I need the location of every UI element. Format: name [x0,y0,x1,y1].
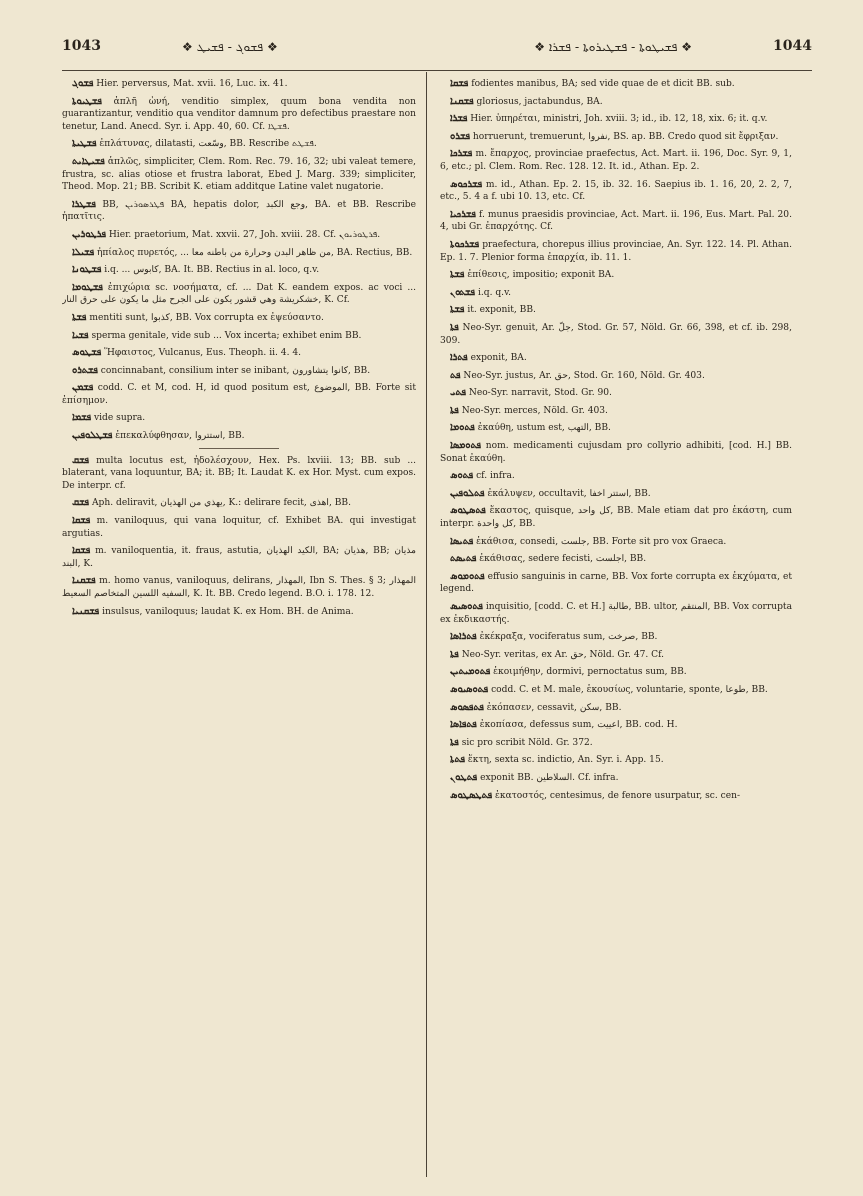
entry-definition: effusio sanguinis in carne, BB. Vox forte corrupta ex ἐκχύματα, et legend. [440,571,792,595]
dictionary-entry [62,497,416,510]
headword: ܦܫܛܝܘܬܐ [72,95,102,107]
headword: ܦܫܝܠܐ [72,246,95,258]
dictionary-entry [440,239,792,264]
headword: ܦܬܪܐܣܐ [450,631,477,643]
headword: ܦܬܘܡܣܐ [450,440,481,452]
entry-definition: ἐπιχώρια sc. νοσήματα, cf. ... Dat K. eandem expos. ac voci ... خشكريشة وهي قشور يكون على الجرح مثل ما يكون على حرق النار, K. Cf. [62,282,416,306]
entry-definition: Hier. perversus, Mat. xvii. 16, Luc. ix. 41. [96,79,288,89]
entry-definition: BB, ܦܛܪܣܘܪܝܢ BA, hepatis dolor, وجع الكبد, BA. et BB. Rescribe ἡπατῖτις. [62,199,416,223]
dictionary-entry [440,179,792,204]
dictionary-entry [440,405,792,418]
dictionary-entry [62,78,416,91]
headword: ܦܫܝܐ [72,329,89,341]
entry-definition: ἕκαστος, quisque, كل واحد, BB. Male etiam dat pro ἑκάστη, cum interpr. كل واحدة, BB. [440,506,792,530]
headword: ܦܫܩܢܐ [450,95,474,107]
dictionary-entry [440,352,792,365]
dictionary-entry [62,515,416,540]
dictionary-entry [440,601,792,626]
dictionary-entry [440,631,792,644]
dictionary-entry [62,455,416,493]
headword: ܦܬܘܡܝܬܝܢ [450,666,491,678]
entry-definition: ἐκάθισας, sedere fecisti, اجلست, BB. [479,554,647,565]
dictionary-entry [440,131,792,144]
headword: ܦܬܐ [450,321,459,333]
running-head-left: ❖ ܦܫܘܓ - ܦܫܝܛ ❖ [182,40,278,54]
entry-definition: f. munus praesidis provinciae, Act. Mart. ii. 196, Eus. Mart. Pal. 20. 4, ubi Gr. ἐπαρχότης. Cf. [440,209,792,233]
dictionary-entry [440,571,792,596]
entry-definition: i.q. ... كابوس, BA. It. BB. Rectius in al. loco, q.v. [104,265,320,276]
headword: ܦܫܪܟܐ [450,148,473,160]
dictionary-entry [440,269,792,282]
entry-definition: sperma genitale, vide sub ... Vox incerta; exhibet enim BB. [91,330,362,341]
dictionary-entry [440,737,792,750]
running-head-right: ❖ ܦܫܝܛܘܬܐ - ܦܫܛܝܪܘܬܐ - ܦܫܪܐ ❖ [534,40,692,54]
entry-definition: multa locutus est, ἠδολέσχουν, Hex. Ps. lxviii. 13; BB. sub ... blaterant, vana loquuntur, BA; it. BB; It. Laudat K. ex Hor. Myst. cum expos. De interpr. cf. [62,455,416,491]
entry-definition: m. id., Athan. Ep. 2. 15, ib. 32. 16. Saepius ib. 1. 16, 20, 2. 2, 7, etc., 5. 4 a f. ubi 10. 13, etc. Cf. [440,179,792,203]
entry-definition: m. vaniloquentia, it. fraus, astutia, الكيد الهذيان, BA; هذيان, BB; مذيان البند, K. [62,546,416,569]
entry-definition: ἐκοπίασα, defessus sum, اعييت, BB. cod. H. [479,720,678,731]
headword: ܦܫܩܐ [72,515,91,527]
dictionary-entry [62,96,416,134]
dictionary-entry [62,347,416,360]
entry-definition: Aph. deliravit, يهذي من الهذيان, K.: delirare fecit, اهذى, BB. [91,498,351,509]
dictionary-entry [440,666,792,679]
entry-definition: ἐκαύθη, ustum est, التهب, BB. [477,423,611,434]
dictionary-entry [440,772,792,785]
page-header [62,38,812,62]
entry-definition: Neo-Syr. narravit, Stod. Gr. 90. [468,388,612,399]
entry-definition: ἐκάλυψεν, occultavit, استتر اخفا, BB. [487,488,651,499]
headword: ܦܫܛܠܘܦܝܢ [72,430,113,442]
page-number-right: 1044 [773,38,812,54]
headword: ܦܬܝܣܐ [450,535,474,547]
headword: ܦܬܛܣܛܘܣ [450,789,493,801]
dictionary-entry [440,649,792,662]
headword: ܦܫܩܢܐ [72,575,96,587]
headword: ܦܬܛܘܢ [450,771,478,783]
entry-definition: nom. medicamenti cujusdam pro collyrio adhibiti, [cod. H.] BB. Sonat ἐκαύθη. [440,441,792,464]
headword: ܦܬܘܣܝܣ [450,601,483,612]
headword: ܦܬܪܐ [450,352,468,364]
headword: ܦܬܘܣܝܘܣ [450,683,489,695]
dictionary-entry [62,282,416,307]
dictionary-entry [440,387,792,400]
entry-definition: Neo-Syr. genuit, Ar. جلّ, Stod. Gr. 57, Nöld. Gr. 66, 398, et cf. ib. 298, 309. [440,322,792,346]
headword: ܦܫܬܪܘ [72,364,98,376]
dictionary-entry [62,264,416,277]
entry-definition: ἐκοιμήθην, dormivi, pernoctatus sum, BB. [493,667,687,678]
headword: ܦܫܬܘܢ [450,286,476,298]
entry-definition: exponit BB. السلاطين. Cf. infra. [480,772,619,783]
dictionary-entry [62,229,416,242]
headword: ܦܫܪܟܘܬܐ [450,238,480,250]
dictionary-entry [440,553,792,566]
dictionary-entry [440,790,792,803]
entry-definition: it. exponit, BB. [467,305,536,316]
headword: ܦܫܪܟܝܐ [450,208,476,220]
headword: ܦܬܐ [450,736,459,748]
dictionary-entry [62,412,416,425]
entry-definition: Hier. praetorium, Mat. xxvii. 27, Joh. xviii. 28. Cf. ܦܪܛܘܪܝܘܢ. [108,229,381,240]
entry-definition: ἐκόπασεν, cessavit, سكن, BB. [486,702,622,713]
right-column [440,78,792,1173]
entry-definition: vide supra. [94,413,146,424]
entry-definition: codd. C. et M. male, ἑκουσίως, voluntarie, sponte, طوعا, BB. [491,684,768,695]
headword: ܦܬ [450,369,461,381]
dictionary-entry [62,330,416,343]
dictionary-entry [62,138,416,151]
entry-definition: fodientes manibus, BA; sed vide quae de et dicit BB. sub. [471,79,735,89]
headword: ܦܫܝܛܐܝܬ [72,155,105,167]
headword: ܦܬܘܡܐ [450,422,475,434]
headword: ܦܬܦܣܘܣ [450,701,484,713]
headword: ܦܫܪܐ [450,113,468,125]
entry-definition: ἐκάθισα, consedi, جلست, BB. Forte sit pro vox Graeca. [476,536,727,547]
headword: ܦܬܝ [450,387,466,399]
headword: ܦܬܘܡܘܣ [450,570,485,582]
dictionary-entry [62,575,416,600]
entry-definition: inquisitio, [codd. C. et H.] طالبة, BB. ultor, المنتقم, BB. Vox corrupta ex ἐκδικαστής. [440,602,792,625]
dictionary-entry [62,156,416,194]
entry-definition: m. homo vanus, vaniloquus, delirans, المهذار, Ibn S. Thes. § 3; المهذار السفيه اللسين المتخاصم السعيط, K. It. BB. Credo legend. B.O. i. 178. 12. [62,576,416,599]
headword: ܦܬܬܐ [450,754,465,766]
dictionary-entry [62,199,416,224]
headword: ܦܬܠܘܦܝܢ [450,487,485,499]
headword: ܦܫܛܪܐ [72,198,96,210]
entry-definition: Ἥφαιστος, Vulcanus, Eus. Theoph. ii. 4. 4. [104,348,302,359]
headword: ܦܫܩ [72,454,90,466]
dictionary-entry [62,545,416,570]
headword: ܦܬܘܣ [450,470,474,482]
headword: ܦܬܐ [450,404,459,416]
dictionary-entry [440,488,792,501]
headword: ܦܫܪܘ [450,130,470,142]
headword: ܦܪܛܘܪܝܢ [72,228,106,240]
headword: ܦܫܡܢ [72,382,94,394]
entry-definition: i.q. q.v. [477,287,512,298]
entry-definition: concinnabant, consilium inter se inibant, كانوا يتشاورون, BB. [100,365,371,376]
headword: ܦܬܐ [450,648,459,660]
dictionary-entry [440,322,792,347]
headword: ܦܫܩܢܝܐ [72,605,100,617]
entry-definition: praefectura, chorepus illius provinciae, An. Syr. 122. 14. Pl. Athan. Ep. 1. 7. Plenior forma ἐπαρχία, ib. 11. 1. [440,239,792,263]
dictionary-entry [440,754,792,767]
dictionary-entry [440,78,792,91]
entry-definition: ἁπλῆ ὠνή, venditio simplex, quum bona vendita non guarantizantur, venditio qua venditor damnum pro defectibus praestare non tenetur, Land. Anecd. Syr. i. App. 40, 60. Cf. ܦܫܛܐ. [62,96,416,132]
entry-definition: ἐκέκραξα, vociferatus sum, صرخت, BB. [479,632,658,643]
entry-definition: ἑκατοστός, centesimus, de fenore usurpatur, sc. cen- [495,790,741,801]
headword: ܦܬܣܛܘܣ [450,505,486,517]
dictionary-entry [62,365,416,378]
header-rule [62,70,812,71]
entry-definition: mentiti sunt, كذبوا, BB. Vox corrupta ex ἐψεύσαντο. [89,312,324,323]
dictionary-entry [62,312,416,325]
entry-definition: gloriosus, jactabundus, BA. [476,96,603,107]
entry-definition: ἁπλῶς, simpliciter, Clem. Rom. Rec. 79. 16, 32; ubi valeat temere, frustra, sc. alias otiose et frustra laborat, Ebed J. Marg. 339; simpliciter, Theod. Mop. 21; BB. Scribit K. etiam additque Latine valet nugatorie. [62,156,416,193]
headword: ܦܫܛܘܡܐ [72,281,103,293]
section-separator [199,448,279,449]
entry-definition: Hier. ὑπηρέται, ministri, Joh. xviii. 3; id., ib. 12, 18, xix. 6; it. q.v. [470,114,768,125]
entry-definition: sic pro scribit Nöld. Gr. 372. [461,737,593,748]
headword: ܦܫܩ [72,497,90,509]
dictionary-entry [440,370,792,383]
headword: ܦܫܡܐ [72,412,92,424]
entry-definition: m. vaniloquus, qui vana loquitur, cf. Exhibet BA. qui investigat argutias. [62,516,416,539]
headword: ܦܫܬܐ [450,304,465,316]
entry-definition: ἠπίαλος πυρετός, ... من ظاهر البدن وحرارة من باطنه معا, BA. Rectius, BB. [96,247,413,258]
entry-definition: codd. C. et M, cod. H, id quod positum est, الموضوع, BB. Forte sit ἐπίσημον. [62,383,416,406]
headword: ܦܫܬܐ [450,269,465,281]
headword: ܦܬܝܣܬ [450,553,477,565]
headword: ܦܫܛܘܣ [72,347,102,359]
dictionary-entry [440,536,792,549]
dictionary-entry [440,684,792,697]
headword: ܦܬܦܐܣܐ [450,719,477,731]
dictionary-entry [440,505,792,530]
dictionary-entry [62,430,416,443]
entry-definition: m. ἔπαρχος, provinciae praefectus, Act. Mart. ii. 196, Doc. Syr. 9, 1, 6, etc.; pl. Clem. Rom. Rec. 128. 12. It. id., Athan. Ep. 2. [440,149,792,172]
headword: ܦܫܪܟܘܣ [450,178,483,190]
entry-definition: horruerunt, tremuerunt, نفروا, BS. ap. BB. Credo quod sit ἔφριξαν. [472,131,779,142]
headword: ܦܫܛܘܢܐ [72,264,102,276]
dictionary-entry [440,719,792,732]
left-column [62,78,416,1173]
entry-definition: ἐπεκαλύφθησαν, استتروا, BB. [115,431,245,442]
headword: ܦܫܬܐ [72,311,87,323]
headword: ܦܫܩܐ [72,545,91,557]
dictionary-entry [440,440,792,465]
dictionary-entry [440,702,792,715]
page-number-left: 1043 [62,38,101,54]
entry-definition: ἕκτη, sexta sc. indictio, An. Syr. i. App. 15. [467,755,664,766]
entry-definition: ἐπλάτυνας, dilatasti, وسّعت, BB. Rescribe ܦܫܛܬ. [99,139,317,150]
entry-definition: Neo-Syr. veritas, ex Ar. حق, Nöld. Gr. 47. Cf. [461,649,665,660]
dictionary-entry [440,304,792,317]
dictionary-entry [62,382,416,407]
headword: ܦܫܩܐ [450,78,469,89]
dictionary-entry [62,247,416,260]
dictionary-entry [440,422,792,435]
dictionary-entry [440,209,792,234]
dictionary-entry [62,606,416,619]
entry-definition: cf. infra. [476,471,515,482]
dictionary-entry [440,96,792,109]
entry-definition: Neo-Syr. justus, Ar. حق, Stod. Gr. 160, Nöld. Gr. 403. [463,370,705,381]
entry-definition: ἐπίθεσις, impositio; exponit BA. [467,270,615,281]
dictionary-entry [440,287,792,300]
column-divider [426,72,427,1177]
headword: ܦܫܘܓ [72,78,94,89]
dictionary-entry [440,470,792,483]
entry-definition: insulsus, vaniloquus; laudat K. ex Hom. BH. de Anima. [102,606,354,617]
entry-definition: Neo-Syr. merces, Nöld. Gr. 403. [461,405,608,416]
entry-definition: exponit, BA. [470,353,527,364]
dictionary-entry [440,148,792,173]
dictionary-entry [440,113,792,126]
headword: ܦܫܛܝܬܐ [72,138,97,150]
